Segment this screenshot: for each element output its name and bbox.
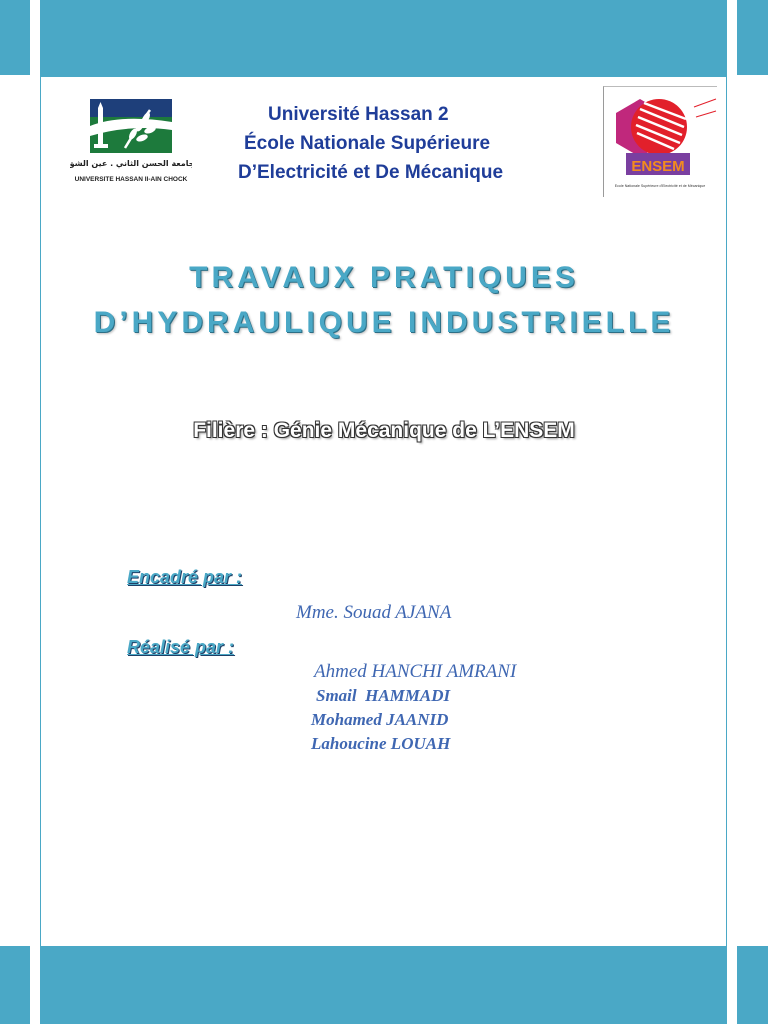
ensem-logo-caption: Ecole Nationale Supérieure d'Electricité et de Mécanique xyxy=(614,184,706,188)
logo-latin-text: UNIVERSITE HASSAN II-AIN CHOCK xyxy=(74,176,188,183)
logo-arabic-text: جامعة الحسن الثاني . عين الشق xyxy=(70,159,192,168)
ensem-logo xyxy=(603,86,717,197)
bottom-left-band xyxy=(0,946,30,1024)
bottom-band xyxy=(40,946,726,1024)
author-name: Lahoucine LOUAH xyxy=(311,734,451,753)
author-name: Smail HAMMADI xyxy=(316,686,451,705)
left-border-line xyxy=(40,0,41,1024)
supervisor-name: Mme. Souad AJANA xyxy=(296,602,452,623)
university-name: Université Hassan 2 xyxy=(268,104,449,125)
school-name-line2: D’Electricité et De Mécanique xyxy=(238,162,504,183)
bottom-right-band xyxy=(737,946,768,1024)
title-line2: D’HYDRAULIQUE INDUSTRIELLE xyxy=(93,306,675,339)
realized-by-label: Réalisé par : xyxy=(127,637,235,657)
ensem-logo-name: ENSEM xyxy=(631,158,685,175)
filiere-heading: Filière : Génie Mécanique de L’ENSEM xyxy=(193,419,575,442)
top-right-band xyxy=(737,0,768,75)
right-border-line xyxy=(726,0,727,1024)
author-name: Ahmed HANCHI AMRANI xyxy=(314,661,517,682)
school-name-line1: École Nationale Supérieure xyxy=(244,133,491,154)
university-hassan-ii-logo xyxy=(70,96,192,186)
author-name: Mohamed JAANID xyxy=(311,710,449,729)
supervised-by-label: Encadré par : xyxy=(127,567,243,587)
top-band xyxy=(40,0,726,77)
top-left-band xyxy=(0,0,30,75)
title-line1: TRAVAUX PRATIQUES xyxy=(189,261,579,294)
